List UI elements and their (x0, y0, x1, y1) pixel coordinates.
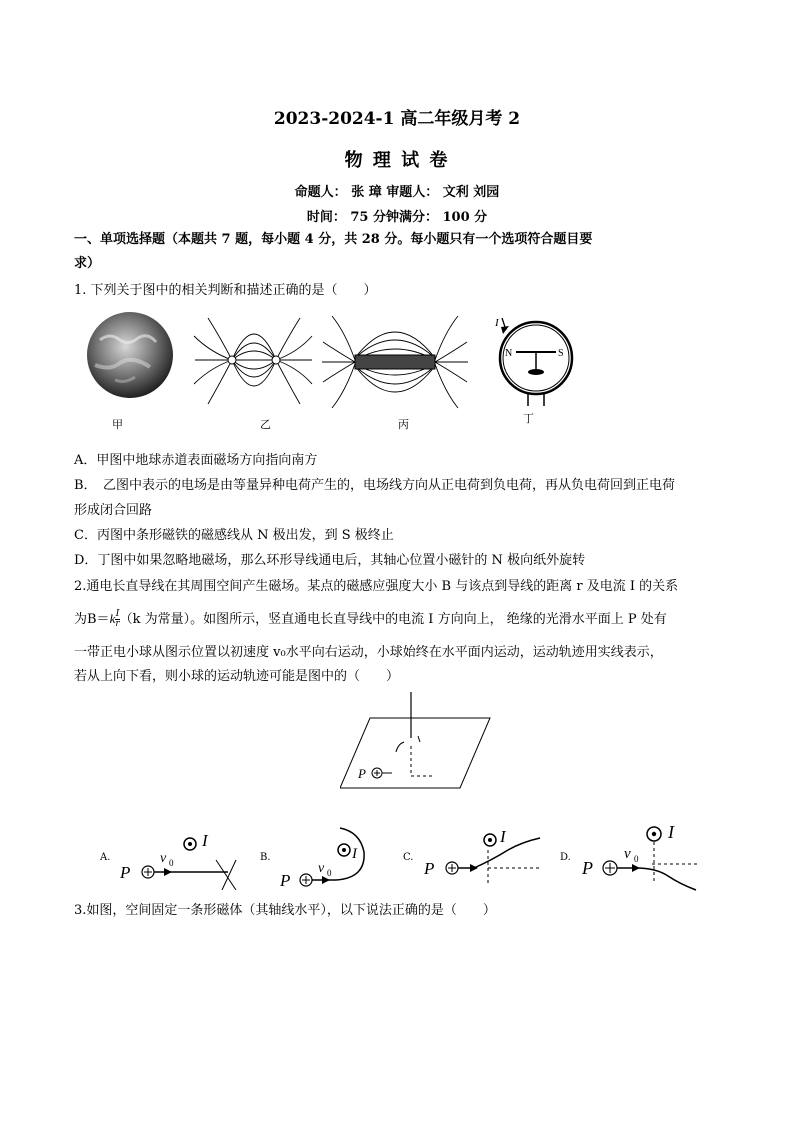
q2d-v-sub: 0 (634, 854, 639, 864)
q2-option-c-figure (422, 820, 547, 892)
q2-line3: 一带正电小球从图示位置以初速度 v₀水平向右运动，小球始终在水平面内运动，运动轨迹用实线表示， (74, 645, 663, 660)
q2-option-a-figure (118, 822, 248, 890)
q2-option-a-letter: A. (100, 852, 111, 863)
q2-fraction-den: r (115, 619, 120, 629)
q2-main-p-label: P (358, 766, 366, 781)
q1-north-label: N (505, 348, 513, 359)
q1-caption-bing: 丙 (398, 418, 409, 431)
q1-south-label: S (558, 348, 564, 359)
q2a-v-sub: 0 (169, 858, 174, 868)
q2-line2 (74, 610, 667, 629)
exam-time-score: 时间： 75 分钟满分： 100 分 (306, 210, 488, 225)
q2c-p-label: P (424, 859, 435, 878)
q1-option-d: D．丁图中如果忽略地磁场，那么环形导线通电后，其轴心位置小磁针的 N 极向纸外旋转 (74, 553, 586, 568)
q2-option-d-figure (580, 816, 705, 896)
q2d-v-label: v (624, 846, 631, 862)
section1-heading-line1: 一、单项选择题（本题共 7 题，每小题 4 分，共 28 分。每小题只有一个选项符合题目要 (74, 232, 593, 247)
q2-option-c-letter: C. (403, 852, 414, 863)
q2-line2-prefix: 为B＝ (74, 612, 110, 627)
q2b-p-label: P (280, 871, 291, 890)
q1-figure-earth (80, 310, 180, 415)
q1-option-b-line1: B． 乙图中表示的电场是由等量异种电荷产生的，电场线方向从正电荷到负电荷，再从负电荷回到正电荷 (74, 478, 676, 493)
q2b-v-label: v (318, 861, 325, 876)
q2a-p-label: P (120, 863, 131, 882)
q2a-i-label: I (202, 831, 208, 850)
q2a-v-label: v (160, 851, 167, 866)
q1-caption-jia: 甲 (112, 418, 123, 431)
q1-option-a: A．甲图中地球赤道表面磁场方向指向南方 (74, 453, 318, 468)
q1-figure-bar-magnet (320, 312, 470, 412)
q2-fraction-num: I (115, 609, 120, 619)
q2d-p-label: P (582, 858, 593, 878)
q1-option-b-line2: 形成闭合回路 (74, 503, 153, 518)
exam-subject: 物 理 试 卷 (344, 150, 450, 171)
q1-option-c: C．丙图中条形磁铁的磁感线从 N 极出发，到 S 极终止 (74, 528, 394, 543)
q2c-i-label: I (500, 827, 506, 846)
q2b-v-sub: 0 (327, 868, 332, 878)
q1-figure-dipole (190, 312, 315, 412)
q2-line2-suffix: （k 为常量）。如图所示，竖直通电长直导线中的电流 I 方向向上， 绝缘的光滑水平面上 P 处有 (119, 612, 667, 627)
q3-stem: 3.如图，空间固定一条形磁体（其轴线水平），以下说法正确的是（ ） (74, 903, 496, 918)
q2-k-symbol: k (109, 611, 116, 626)
q2-main-figure (340, 690, 500, 805)
q2-option-b-figure (278, 818, 388, 892)
q1-caption-yi: 乙 (260, 418, 271, 431)
q2-line4: 若从上向下看，则小球的运动轨迹可能是图中的（ ） (74, 669, 400, 684)
section1-heading-line2: 求） (74, 256, 101, 271)
q2-line1: 2.通电长直导线在其周围空间产生磁场。某点的磁感应强度大小 B 与该点到导线的距离 r 及电流 I 的关系 (74, 579, 679, 594)
q2b-i-label: I (352, 846, 357, 862)
q1-stem: 1. 下列关于图中的相关判断和描述正确的是（ ） (74, 283, 377, 298)
q1-figure-ring-compass (488, 312, 583, 412)
q1-caption-ding: 丁 (523, 412, 534, 425)
exam-title: 2023-2024-1 高二年级月考 2 (273, 109, 521, 129)
q2d-i-label: I (668, 822, 674, 842)
q2-option-d-letter: D. (560, 852, 571, 863)
exam-authors: 命题人： 张 璋 审题人： 文利 刘园 (294, 185, 500, 200)
q2-option-b-letter: B. (260, 852, 271, 863)
q1-current-label: I (495, 317, 499, 329)
